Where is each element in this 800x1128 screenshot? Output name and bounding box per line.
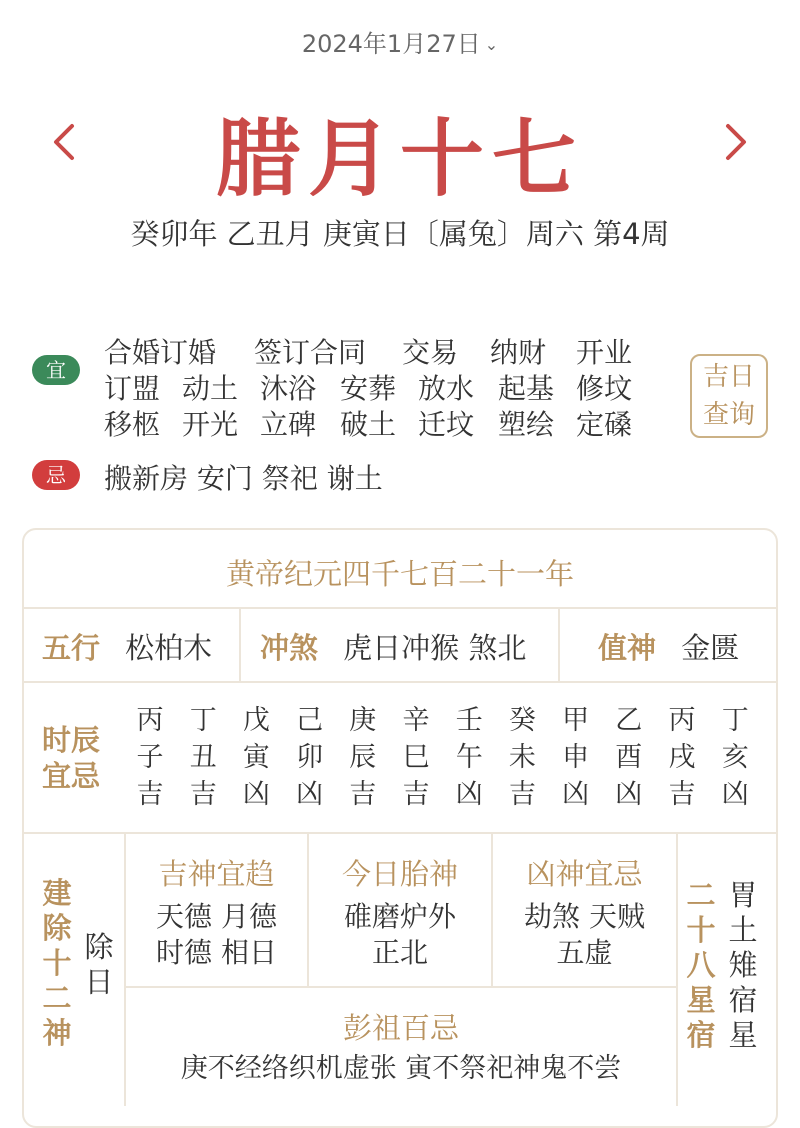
hour-column [662, 702, 702, 813]
hour-stem: 丁 [721, 705, 749, 736]
next-day-button[interactable] [716, 112, 756, 172]
hours-label-line: 宜忌 [42, 759, 101, 793]
hour-stem: 丙 [136, 705, 164, 736]
chevron-right-icon [716, 112, 756, 172]
vertical-char: 十 [686, 913, 716, 947]
hour-branch: 卯 [296, 742, 324, 773]
hour-stem: 庚 [349, 705, 377, 736]
hour-luck: 吉 [402, 779, 430, 810]
taishen-title: 今日胎神 [341, 857, 458, 891]
lunar-date: 腊月十七 [215, 109, 584, 208]
hour-luck: 凶 [296, 779, 324, 810]
divider [124, 986, 676, 988]
yi-item: 沐浴 [260, 372, 317, 405]
yi-row [104, 371, 664, 407]
yi-badge: 宜 [32, 355, 80, 385]
hour-stem: 戊 [242, 705, 270, 736]
hour-luck: 吉 [508, 779, 536, 810]
ganzhi-line: 癸卯年 乙丑月 庚寅日〔属兔〕周六 第4周 [130, 217, 670, 251]
jianchu-value [82, 930, 116, 1000]
yi-row [104, 407, 664, 443]
divider [22, 832, 778, 834]
xiongshen-cell [493, 852, 676, 971]
hours-grid [0, 702, 800, 822]
jianchu-label [40, 876, 74, 1051]
vertical-char: 雉 [728, 948, 758, 982]
hour-branch: 子 [136, 742, 164, 773]
yi-item: 移柩 [104, 408, 161, 441]
chongsha-value: 虎日冲猴 煞北 [343, 631, 527, 665]
vertical-char: 除 [84, 930, 114, 964]
yi-item: 立碑 [260, 408, 317, 441]
zhishen-cell [598, 626, 739, 667]
button-label-line2: 查询 [702, 400, 755, 430]
vertical-char: 二 [686, 878, 716, 912]
hour-branch: 亥 [721, 742, 749, 773]
vertical-char: 二 [42, 981, 72, 1015]
xingxiu-label [684, 878, 718, 1053]
hour-branch: 丑 [189, 742, 217, 773]
wuxing-value: 松柏木 [125, 631, 213, 665]
hour-luck: 吉 [349, 779, 377, 810]
yi-item: 动土 [182, 372, 239, 405]
yi-item: 交易 [402, 336, 459, 369]
hour-branch: 戌 [668, 742, 696, 773]
vertical-char: 八 [686, 948, 716, 982]
hour-column [236, 702, 276, 813]
hour-stem: 乙 [615, 705, 643, 736]
hour-stem: 甲 [562, 705, 590, 736]
hour-branch: 未 [508, 742, 536, 773]
hour-column [502, 702, 542, 813]
jishen-line: 天德 月德 [156, 900, 277, 933]
ji-list: 搬新房 安门 祭祀 谢土 [104, 462, 383, 495]
yi-item: 放水 [418, 372, 475, 405]
yi-list [104, 335, 664, 443]
yi-item: 定磉 [576, 408, 633, 441]
hour-column [715, 702, 755, 813]
hour-luck: 凶 [242, 779, 270, 810]
yi-item: 签订合同 [254, 336, 367, 369]
hour-luck: 吉 [189, 779, 217, 810]
vertical-char: 日 [84, 965, 114, 999]
vertical-char: 除 [42, 911, 72, 945]
hour-column [556, 702, 596, 813]
ji-badge: 忌 [32, 460, 80, 490]
chongsha-label: 冲煞 [260, 631, 319, 665]
hour-stem: 丁 [189, 705, 217, 736]
hour-column [609, 702, 649, 813]
vertical-char: 宿 [728, 983, 758, 1017]
vertical-char: 星 [686, 983, 716, 1017]
vertical-char: 神 [42, 1016, 72, 1050]
yi-item: 纳财 [490, 336, 547, 369]
era-year: 黄帝纪元四千七百二十一年 [225, 557, 574, 591]
vertical-char: 宿 [686, 1018, 716, 1052]
xingxiu-value [726, 878, 760, 1053]
hour-luck: 吉 [136, 779, 164, 810]
taishen-line: 正北 [371, 936, 428, 969]
hour-column [130, 702, 170, 813]
vertical-char: 胃 [728, 878, 758, 912]
wuxing-label: 五行 [42, 631, 101, 665]
chongsha-cell [260, 626, 526, 667]
xiongshen-title: 凶神宜忌 [526, 857, 643, 891]
zhishen-label: 值神 [598, 631, 657, 665]
divider [239, 607, 241, 681]
hour-stem: 癸 [508, 705, 536, 736]
hour-branch: 申 [562, 742, 590, 773]
hour-branch: 辰 [349, 742, 377, 773]
yi-item: 修坟 [576, 372, 633, 405]
hour-luck: 凶 [455, 779, 483, 810]
hour-luck: 凶 [562, 779, 590, 810]
hour-luck: 凶 [615, 779, 643, 810]
hour-luck: 凶 [721, 779, 749, 810]
hour-branch: 寅 [242, 742, 270, 773]
yi-item: 开光 [182, 408, 239, 441]
yi-item: 起基 [498, 372, 555, 405]
hour-column [343, 702, 383, 813]
vertical-char: 十 [42, 946, 72, 980]
hours-label-line: 时辰 [42, 723, 101, 757]
yi-item: 订盟 [104, 372, 161, 405]
hour-luck: 吉 [668, 779, 696, 810]
hour-branch: 酉 [615, 742, 643, 773]
yi-row [104, 335, 664, 371]
pengzu-title: 彭祖百忌 [342, 1011, 459, 1045]
divider [22, 681, 778, 683]
yi-item: 塑绘 [498, 408, 555, 441]
xiongshen-line: 五虚 [556, 936, 613, 969]
hour-column [290, 702, 330, 813]
zhishen-value: 金匮 [681, 631, 740, 665]
button-label-line1: 吉日 [702, 362, 755, 392]
date-text: 2024年1月27日 [301, 30, 481, 58]
vertical-char: 星 [728, 1018, 758, 1052]
hour-column [449, 702, 489, 813]
wuxing-cell [42, 626, 212, 667]
yi-item: 安葬 [340, 372, 397, 405]
yi-item: 迁坟 [418, 408, 475, 441]
auspicious-day-query-button[interactable] [690, 354, 768, 438]
divider [558, 607, 560, 681]
hour-stem: 丙 [668, 705, 696, 736]
yi-item: 破土 [340, 408, 397, 441]
date-selector[interactable] [0, 24, 800, 59]
divider [676, 832, 678, 1106]
vertical-char: 建 [42, 876, 72, 910]
chevron-down-icon: ⌄ [484, 35, 499, 54]
pengzu-cell [126, 1006, 676, 1087]
hour-column [183, 702, 223, 813]
hour-column [396, 702, 436, 813]
hour-branch: 巳 [402, 742, 430, 773]
hour-stem: 辛 [402, 705, 430, 736]
hour-stem: 己 [296, 705, 324, 736]
divider [22, 607, 778, 609]
xiongshen-line: 劫煞 天贼 [524, 900, 645, 933]
pengzu-text: 庚不经络织机虚张 寅不祭祀神鬼不尝 [180, 1053, 622, 1084]
yi-item: 合婚订婚 [104, 336, 217, 369]
jishen-line: 时德 相日 [156, 936, 277, 969]
hour-branch: 午 [455, 742, 483, 773]
taishen-line: 碓磨炉外 [343, 900, 456, 933]
hour-stem: 壬 [455, 705, 483, 736]
taishen-cell [309, 852, 491, 971]
vertical-char: 土 [728, 913, 758, 947]
jishen-cell [126, 852, 307, 971]
yi-item: 开业 [576, 336, 633, 369]
jishen-title: 吉神宜趋 [158, 857, 275, 891]
